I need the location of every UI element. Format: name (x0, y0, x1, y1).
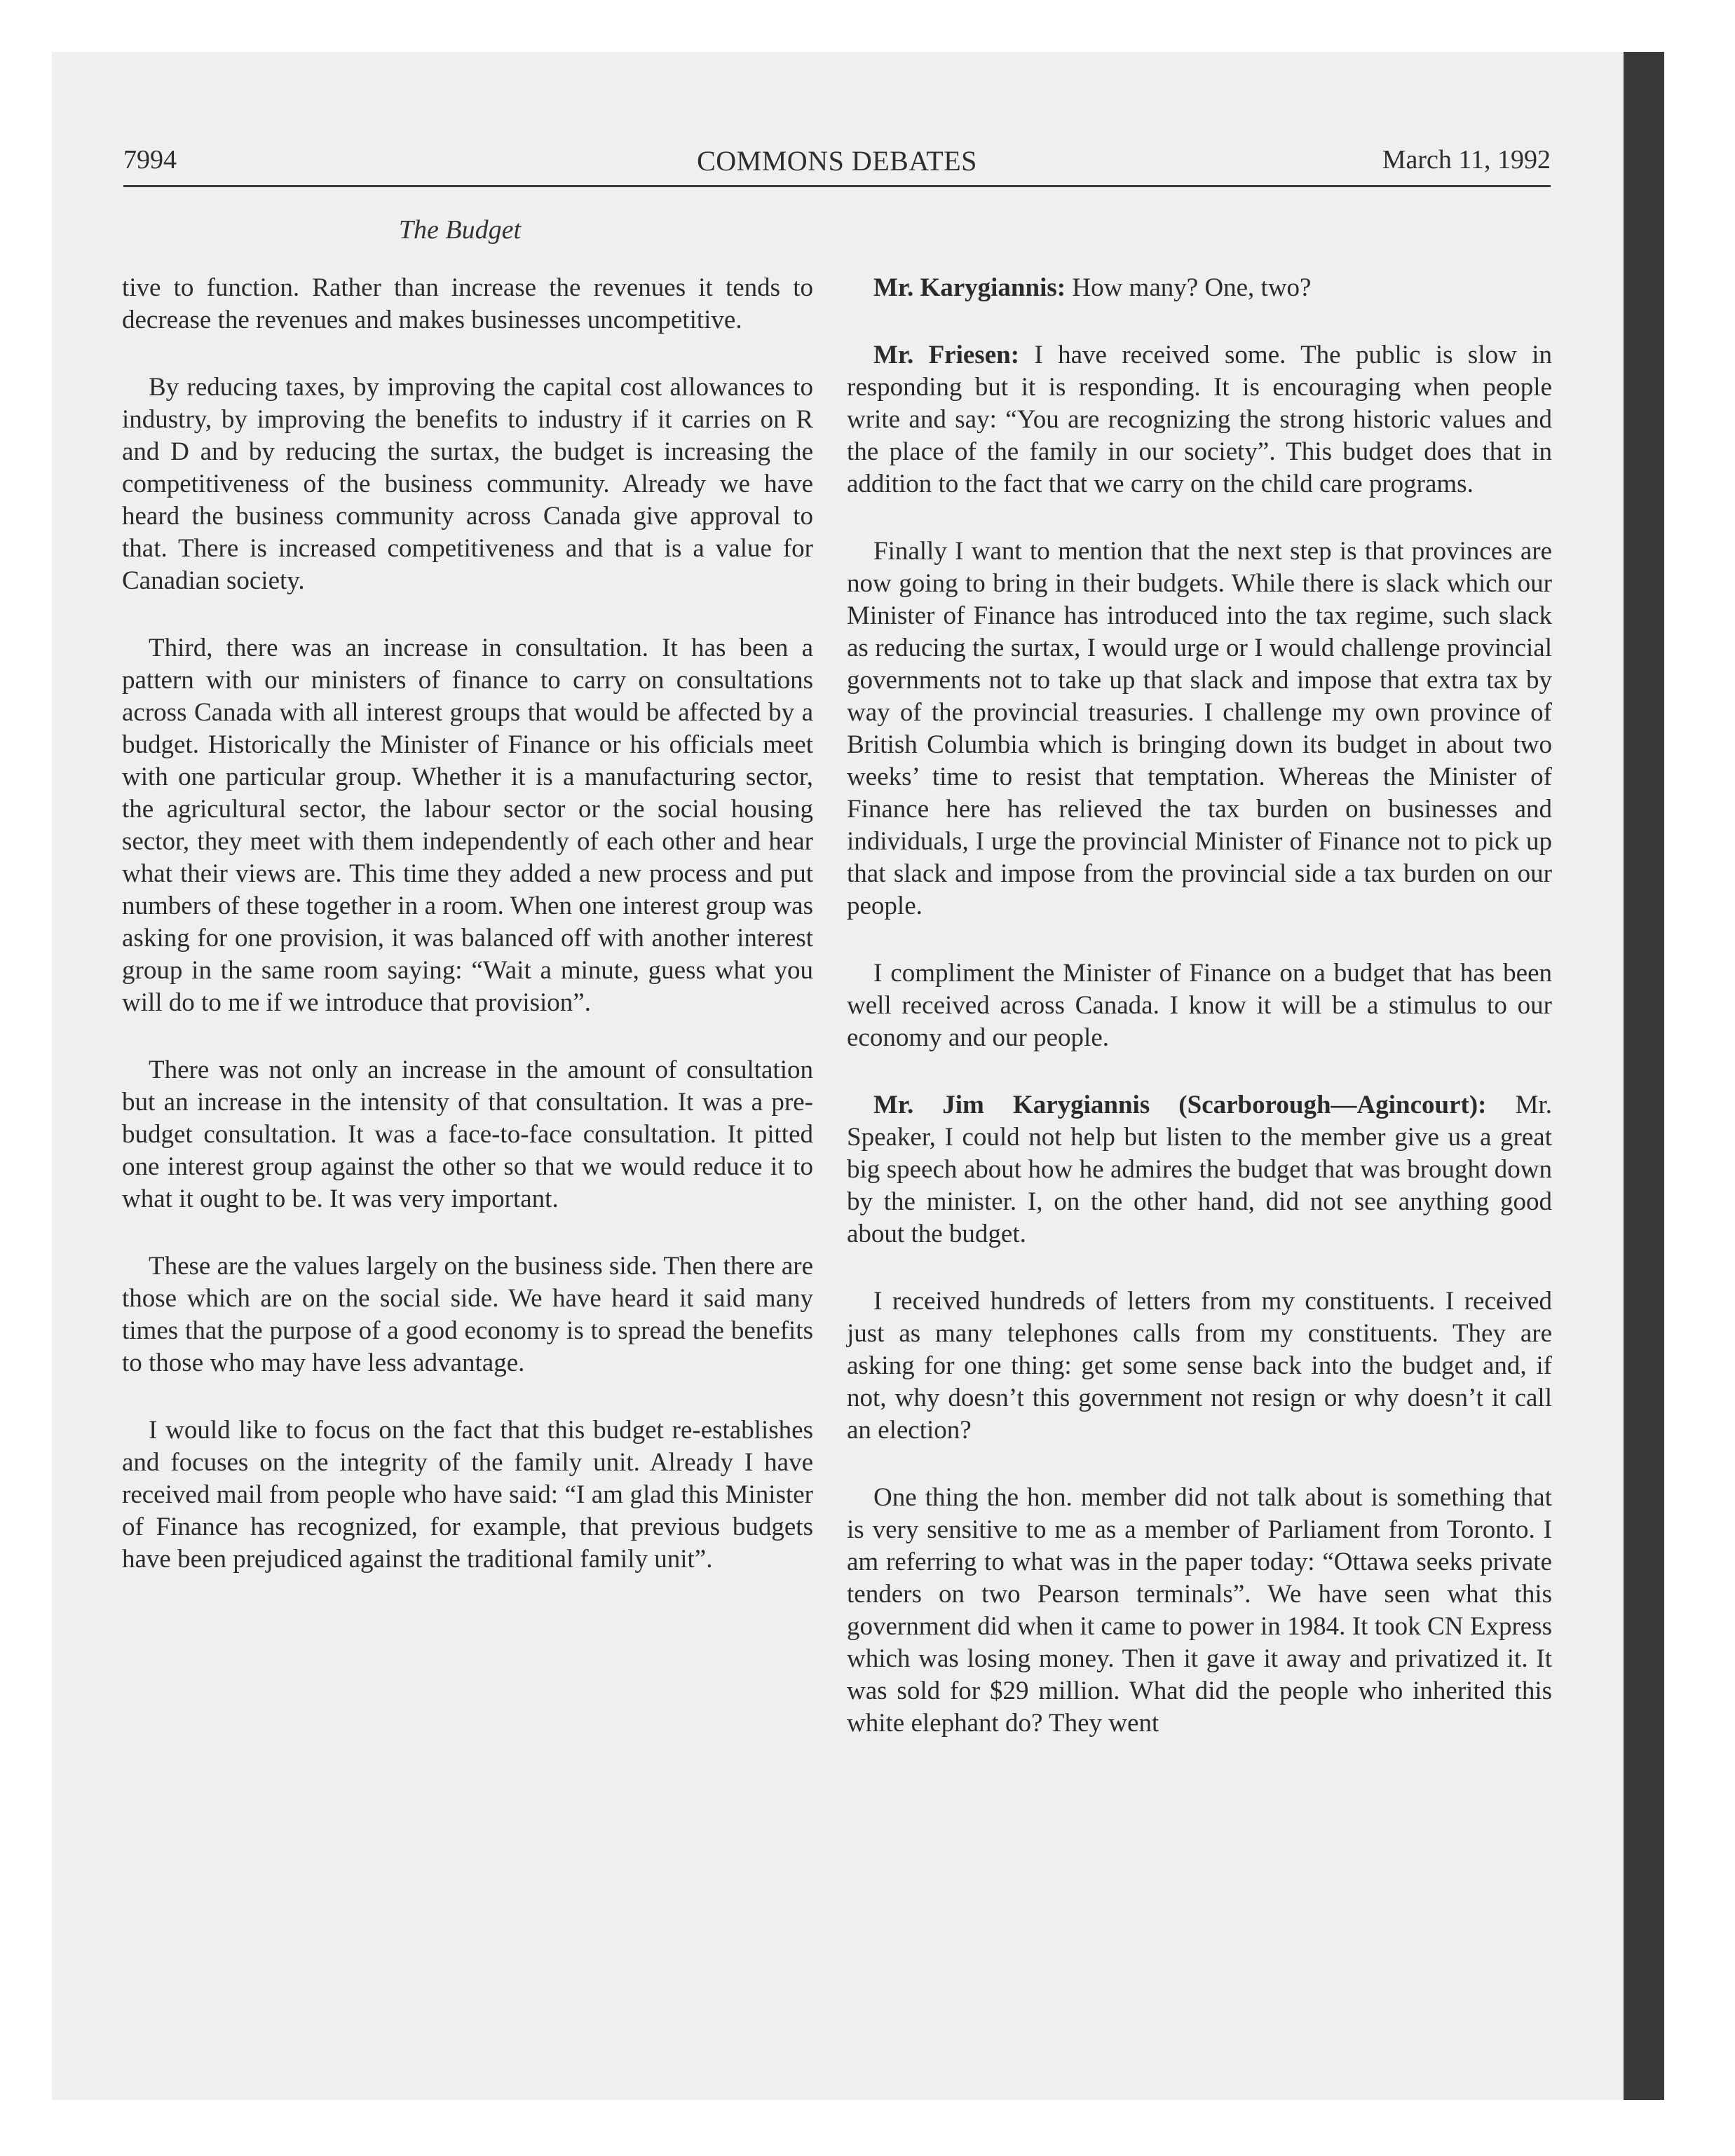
speaker-name: Mr. Friesen: (873, 341, 1020, 369)
paragraph: Third, there was an increase in consultation. It has been a pattern with our ministers of finance to carry on consultations across Canada with all interest groups that would be affected by a budget. Historically the Minister of Finance or his officials meet with one particular group. Whether it is a manufacturing sector, the agricultural sector, the labour sector or the social housing sector, they meet with them independently of each other and hear what their views are. This time they added a new process and put numbers of these together in a room. When one interest group was asking for one provision, it was balanced off with another interest group in the same room saying: “Wait a minute, guess what you will do to me if we introduce that provision”. (122, 634, 813, 1017)
right-column (847, 272, 1552, 1775)
header-date: March 11, 1992 (1382, 145, 1551, 175)
speech-paragraph (847, 272, 1552, 304)
speaker-name: Mr. Jim Karygiannis (Scarborough—Agincourt): (873, 1091, 1487, 1119)
speech-paragraph (847, 339, 1552, 500)
paragraph: One thing the hon. member did not talk about is something that is very sensitive to me as a member of Parliament from Toronto. I am referring to what was in the paper today: “Ottawa seeks private tenders on two Pearson terminals”. We have seen what this government did when it came to power in 1984. It took CN Express which was losing money. Then it gave it away and privatized it. It was sold for $29 million. What did the people who inherited this white elephant do? They went (847, 1483, 1552, 1738)
left-column (122, 272, 813, 1611)
speech-text: How many? One, two? (1066, 273, 1312, 302)
page-header (123, 144, 1551, 186)
paragraph: I would like to focus on the fact that this budget re-establishes and focuses on the integrity of the family unit. Already I have received mail from people who have said: “I am glad this Minister of Finance has recognized, for example, that previous budgets have been prejudiced against the traditional family unit”. (122, 1416, 813, 1574)
paragraph: There was not only an increase in the amount of consultation but an increase in the intensity of that consultation. It was a pre-budget consultation. It was a face-to-face consultation. It pitted one interest group against the other so that we would reduce it to what it ought to be. It was very important. (122, 1056, 813, 1213)
paragraph: These are the values largely on the business side. Then there are those which are on the social side. We have heard it said many times that the purpose of a good economy is to spread the benefits to those who may have less advantage. (122, 1252, 813, 1377)
section-title: The Budget (398, 215, 522, 245)
header-rule (123, 185, 1551, 187)
scan-edge-shadow (1624, 52, 1664, 2100)
speech-text: Mr. Speaker, I could not help but listen to the member give us a great big speech about how he admires the budget that was brought down by the minister. I, on the other hand, did not see anything good about the budget. (847, 1091, 1552, 1248)
speech-text: I have received some. The public is slow in responding but it is responding. It is encouraging when people write and say: “You are recognizing the strong historic values and the place of the family in our society”. This budget does that in addition to the fact that we carry on the child care programs. (847, 341, 1552, 498)
paragraph: I received hundreds of letters from my constituents. I received just as many telephones calls from my constituents. They are asking for one thing: get some sense back into the budget and, if not, why doesn’t this government not resign or why doesn’t it call an election? (847, 1287, 1552, 1445)
page-number: 7994 (123, 145, 177, 175)
paragraph: By reducing taxes, by improving the capital cost allowances to industry, by improving the benefits to industry if it carries on R and D and by reducing the surtax, the budget is increasing the competitiveness of the business community. Already we have heard the business community across Canada give approval to that. There is increased competitiveness and that is a value for Canadian society. (122, 373, 813, 595)
speech-paragraph (847, 1089, 1552, 1250)
paragraph: tive to function. Rather than increase the revenues it tends to decrease the revenues and makes businesses uncompetitive. (122, 273, 813, 334)
paragraph: I compliment the Minister of Finance on a budget that has been well received across Canada. I know it will be a stimulus to our economy and our people. (847, 959, 1552, 1052)
running-title: COMMONS DEBATES (697, 145, 977, 177)
speaker-name: Mr. Karygiannis: (873, 273, 1066, 302)
paragraph: Finally I want to mention that the next step is that provinces are now going to bring in their budgets. While there is slack which our Minister of Finance has introduced into the tax regime, such slack as reducing the surtax, I would urge or I would challenge provincial governments not to take up that slack and impose that extra tax by way of the provincial treasuries. I challenge my own province of British Columbia which is bringing down its budget in about two weeks’ time to resist that temptation. Whereas the Minister of Finance here has relieved the tax burden on businesses and individuals, I urge the provincial Minister of Finance not to pick up that slack and impose from the provincial side a tax burden on our people. (847, 537, 1552, 920)
